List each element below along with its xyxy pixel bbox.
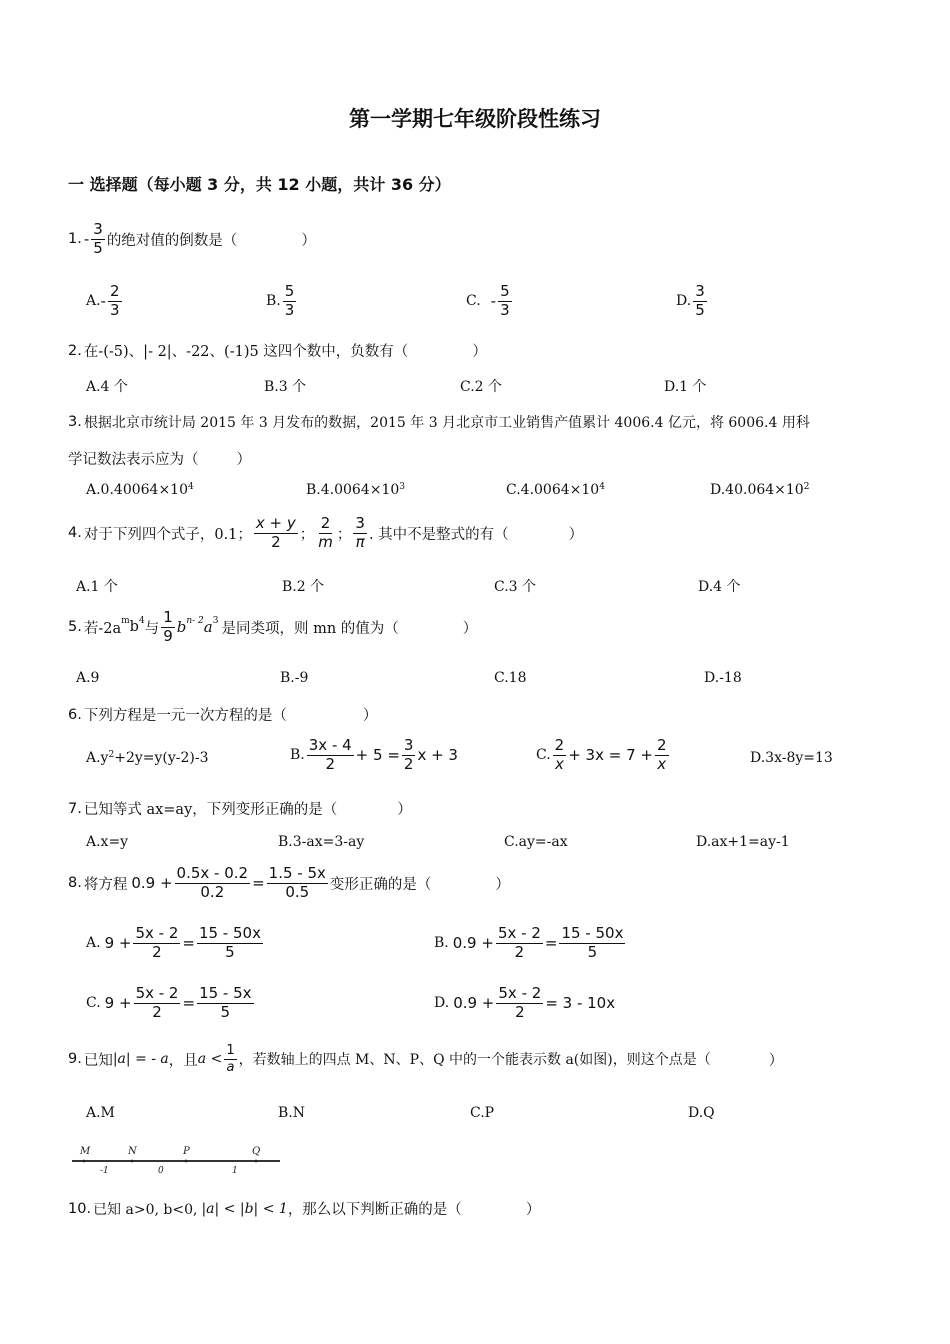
- option-d: D.ax+1=ay-1: [696, 834, 790, 850]
- question-number: 7.: [68, 800, 82, 817]
- denominator: 2: [152, 942, 162, 961]
- exponent: 2: [803, 482, 810, 492]
- numerator: 2: [554, 736, 565, 754]
- math-text: =: [252, 874, 265, 893]
- option-d: [676, 284, 709, 319]
- denominator: a: [226, 1059, 235, 1075]
- option-label: C.: [86, 995, 101, 1012]
- option-b: B.-9: [280, 670, 309, 686]
- fraction: [353, 516, 367, 551]
- question-text: . 其中不是整式的有（: [368, 526, 509, 543]
- variable: b: [176, 618, 187, 637]
- question-4: [68, 516, 583, 551]
- option-a: A.M: [86, 1105, 115, 1121]
- option-c: C.2 个: [460, 379, 503, 395]
- numerator: 2: [656, 736, 667, 754]
- denominator: 2: [271, 532, 281, 551]
- fraction: [496, 986, 543, 1021]
- option-a: [86, 750, 209, 766]
- numerator: x + y: [255, 514, 296, 532]
- answer-blank-close: ）: [236, 452, 251, 468]
- fraction: [134, 986, 181, 1021]
- option-label: A.: [86, 293, 101, 310]
- option-d: [434, 986, 615, 1021]
- option-b: [306, 482, 405, 498]
- question-5: [68, 610, 477, 645]
- option-label: D.: [676, 293, 692, 310]
- numerator: 5: [284, 282, 295, 300]
- answer-blank-close: ）: [397, 802, 412, 818]
- question-text: 与: [144, 620, 160, 637]
- question-number: 2.: [68, 342, 82, 359]
- numerator: 2: [320, 514, 331, 532]
- point-m: [83, 1160, 86, 1163]
- numerator: 1: [226, 1043, 235, 1058]
- question-number: 8.: [68, 875, 82, 892]
- question-text: 变形正确的是（: [329, 876, 432, 893]
- numerator: 3: [403, 736, 414, 754]
- numerator: 5x - 2: [498, 984, 542, 1002]
- numerator: 15 - 50x: [561, 924, 624, 942]
- option-a: [86, 284, 124, 319]
- option-c: [536, 738, 671, 773]
- question-text: 学记数法表示应为（: [68, 452, 199, 468]
- question-2: [68, 340, 487, 361]
- fraction: [108, 284, 122, 319]
- numerator: 3: [695, 282, 705, 300]
- question-9: [68, 1044, 783, 1074]
- fraction: [402, 738, 416, 773]
- fraction: [91, 222, 105, 257]
- fraction: [283, 284, 297, 319]
- option-d: D.-18: [704, 670, 742, 686]
- option-b: B.N: [278, 1105, 305, 1121]
- question-8: [68, 866, 510, 901]
- denominator: 2: [325, 754, 335, 773]
- math-expression: |a| = - a: [112, 1051, 169, 1068]
- exponent: 4: [138, 616, 145, 626]
- math-text: 9 +: [104, 994, 132, 1013]
- denominator: π: [355, 532, 365, 551]
- option-a: A.9: [76, 670, 100, 686]
- numerator: 15 - 50x: [198, 924, 261, 942]
- option-d: D.1 个: [664, 379, 707, 395]
- option-a: [86, 926, 265, 961]
- fraction: [224, 1044, 236, 1074]
- question-text: 已知等式 ax=ay，下列变形正确的是（: [83, 802, 338, 818]
- exponent: 3: [399, 482, 406, 492]
- denominator: 5: [220, 1002, 231, 1021]
- question-text: 根据北京市统计局 2015 年 3 月发布的数据，2015 年 3 月北京市工业销售产值累计 4006.4 亿元，将 6006.4 用科: [83, 415, 810, 431]
- option-text: D.40.064×10: [710, 482, 804, 498]
- numerator: 5: [500, 282, 510, 300]
- option-c: C.3 个: [494, 579, 537, 595]
- tick-label-0: 0: [158, 1166, 164, 1176]
- question-3-continued: [68, 448, 251, 469]
- option-b: B.3 个: [264, 379, 307, 395]
- denominator: 0.5: [285, 882, 310, 901]
- numerator: 3x - 4: [308, 736, 352, 754]
- answer-blank-close: ）: [768, 1052, 784, 1069]
- point-label-q: Q: [252, 1146, 261, 1157]
- fraction: [161, 610, 175, 645]
- denominator: x: [555, 754, 564, 773]
- math-text: =: [544, 934, 558, 953]
- denominator: 5: [587, 942, 598, 961]
- minus-sign: -: [490, 292, 497, 311]
- option-label: D.: [434, 995, 450, 1012]
- numerator: 1.5 - 5x: [268, 864, 326, 882]
- question-number: 4.: [68, 525, 82, 542]
- option-c: [86, 986, 256, 1021]
- minus-sign: -: [83, 230, 90, 249]
- point-n: [131, 1160, 134, 1163]
- fraction: [655, 738, 669, 773]
- numerator: 2: [109, 282, 120, 300]
- answer-blank-close: ）: [462, 620, 478, 637]
- question-7: [68, 798, 412, 819]
- math-text: = 3 - 10x: [545, 994, 616, 1013]
- exponent: 2: [108, 750, 115, 760]
- point-label-n: N: [128, 1146, 137, 1157]
- denominator: 5: [225, 942, 235, 961]
- tick-label-1: 1: [232, 1166, 238, 1176]
- math-text: =: [182, 934, 195, 953]
- math-expression: |a| < |b| < 1: [201, 1200, 288, 1217]
- math-text: 0.9 +: [452, 934, 494, 953]
- question-text: 将方程: [83, 876, 128, 893]
- exponent: 3: [212, 616, 219, 626]
- answer-blank-close: ）: [472, 344, 487, 360]
- denominator: m: [318, 532, 333, 551]
- section-header: 一 选择题（每小题 3 分，共 12 小题，共计 36 分）: [68, 175, 451, 194]
- math-text: + 3x = 7 +: [568, 746, 653, 765]
- numerator: 3: [355, 514, 365, 532]
- numerator: 5x - 2: [497, 924, 541, 942]
- option-b: B.3-ax=3-ay: [278, 834, 365, 850]
- question-6: [68, 704, 377, 725]
- fraction: [197, 926, 263, 961]
- question-text: 的绝对值的倒数是（: [106, 232, 238, 249]
- denominator: 3: [500, 300, 510, 319]
- option-c: [506, 482, 605, 498]
- minus-sign: -: [100, 292, 106, 311]
- fraction: [254, 516, 298, 551]
- question-number: 9.: [68, 1051, 82, 1068]
- option-b: B.2 个: [282, 579, 325, 595]
- option-d: D.3x-8y=13: [750, 750, 833, 766]
- fraction: [133, 926, 180, 961]
- point-p: [185, 1160, 188, 1163]
- exponent: 4: [188, 482, 194, 492]
- option-label: C.: [466, 293, 481, 310]
- option-a: A.1 个: [76, 579, 118, 595]
- question-text: 是同类项，则 mn 的值为（: [221, 620, 399, 637]
- option-b: [290, 738, 458, 773]
- exponent: m: [121, 616, 130, 626]
- option-d: D.Q: [688, 1105, 715, 1121]
- option-text: A.0.40064×10: [86, 482, 188, 498]
- fraction: [307, 738, 354, 773]
- option-label: C.: [536, 747, 551, 764]
- option-b: [266, 284, 298, 319]
- option-label: A.: [86, 935, 101, 952]
- question-number: 6.: [68, 706, 82, 723]
- question-number: 5.: [68, 619, 82, 636]
- fraction: [498, 284, 512, 319]
- numerator: 3: [93, 220, 103, 238]
- question-text: 若-2a: [83, 620, 122, 637]
- option-b: [434, 926, 627, 961]
- option-c: [466, 284, 514, 319]
- denominator: 0.2: [200, 882, 225, 901]
- denominator: 2: [515, 1002, 525, 1021]
- numerator: 5x - 2: [135, 924, 179, 942]
- fraction: [496, 926, 543, 961]
- question-10: [68, 1198, 540, 1219]
- answer-blank-close: ）: [362, 708, 378, 724]
- point-label-m: M: [80, 1146, 91, 1157]
- question-text: 已知 a>0, b<0,: [93, 1201, 198, 1218]
- fraction: [559, 926, 625, 961]
- option-text: A.y: [86, 750, 109, 766]
- math-text: 9 +: [104, 934, 132, 953]
- option-text: +2y=y(y-2)-3: [114, 750, 209, 766]
- fraction: [553, 738, 567, 773]
- numerator: 5x - 2: [135, 984, 179, 1002]
- option-d: D.4 个: [698, 579, 741, 595]
- math-expression: a <: [197, 1051, 223, 1068]
- separator: ；: [299, 526, 315, 543]
- numerator: 0.5x - 0.2: [176, 864, 249, 882]
- question-text: 对于下列四个式子，0.1；: [83, 526, 252, 543]
- math-text: =: [182, 994, 196, 1013]
- option-c: C.ay=-ax: [504, 834, 568, 850]
- question-1: [68, 222, 316, 257]
- option-a: A.4 个: [86, 379, 128, 395]
- numerator: 15 - 5x: [199, 984, 252, 1002]
- option-c: C.P: [470, 1105, 495, 1121]
- question-text: ，且: [168, 1052, 198, 1069]
- option-text: C.4.0064×10: [506, 482, 600, 498]
- question-text: 已知: [83, 1052, 113, 1069]
- question-text: 在-(-5)、|- 2|、-22、(-1)5 这四个数中，负数有（: [83, 344, 409, 360]
- question-number: 3.: [68, 414, 82, 430]
- number-line-figure: [66, 1140, 286, 1178]
- tick-label-neg1: -1: [100, 1166, 109, 1176]
- option-a: A.x=y: [86, 834, 129, 850]
- option-a: [86, 482, 194, 498]
- option-label: B.: [266, 293, 281, 310]
- denominator: 3: [284, 300, 295, 319]
- point-q: [255, 1160, 258, 1163]
- denominator: 5: [93, 238, 103, 257]
- question-text: 下列方程是一元一次方程的是（: [83, 708, 287, 724]
- option-c: C.18: [494, 670, 527, 686]
- denominator: 9: [163, 626, 173, 645]
- answer-blank-close: ）: [301, 232, 316, 249]
- denominator: 2: [514, 942, 525, 961]
- fraction: [693, 284, 707, 319]
- option-d: [710, 482, 809, 498]
- denominator: 5: [695, 300, 705, 319]
- point-label-p: P: [183, 1146, 190, 1157]
- denominator: x: [657, 754, 667, 773]
- page-title: 第一学期七年级阶段性练习: [349, 107, 601, 131]
- fraction: [267, 866, 328, 901]
- question-3: [68, 412, 810, 432]
- variable: a: [203, 618, 213, 637]
- question-text: ，那么以下判断正确的是（: [287, 1202, 462, 1218]
- denominator: 2: [152, 1002, 162, 1021]
- math-text: 0.9 +: [453, 994, 495, 1013]
- numerator: 1: [163, 608, 173, 626]
- math-text: + 5 =: [355, 746, 400, 765]
- denominator: 3: [109, 300, 120, 319]
- fraction: [316, 516, 335, 551]
- fraction: [175, 866, 251, 901]
- math-text: 0.9 +: [131, 874, 173, 893]
- separator: ；: [336, 526, 352, 543]
- answer-blank-close: ）: [568, 526, 584, 543]
- exponent: n- 2: [186, 616, 204, 626]
- fraction: [197, 986, 253, 1021]
- exponent: 4: [599, 482, 605, 492]
- question-text: b: [129, 619, 139, 636]
- option-label: B.: [290, 747, 305, 764]
- denominator: 2: [403, 754, 414, 773]
- option-label: B.: [434, 935, 449, 952]
- math-text: x + 3: [417, 746, 458, 765]
- question-text: ，若数轴上的四点 M、N、P、Q 中的一个能表示数 a(如图)，则这个点是（: [238, 1052, 711, 1069]
- question-number: 1.: [68, 231, 82, 248]
- question-number: 10.: [68, 1200, 92, 1217]
- answer-blank-close: ）: [525, 1202, 541, 1218]
- answer-blank-close: ）: [495, 876, 510, 893]
- option-text: B.4.0064×10: [306, 482, 400, 498]
